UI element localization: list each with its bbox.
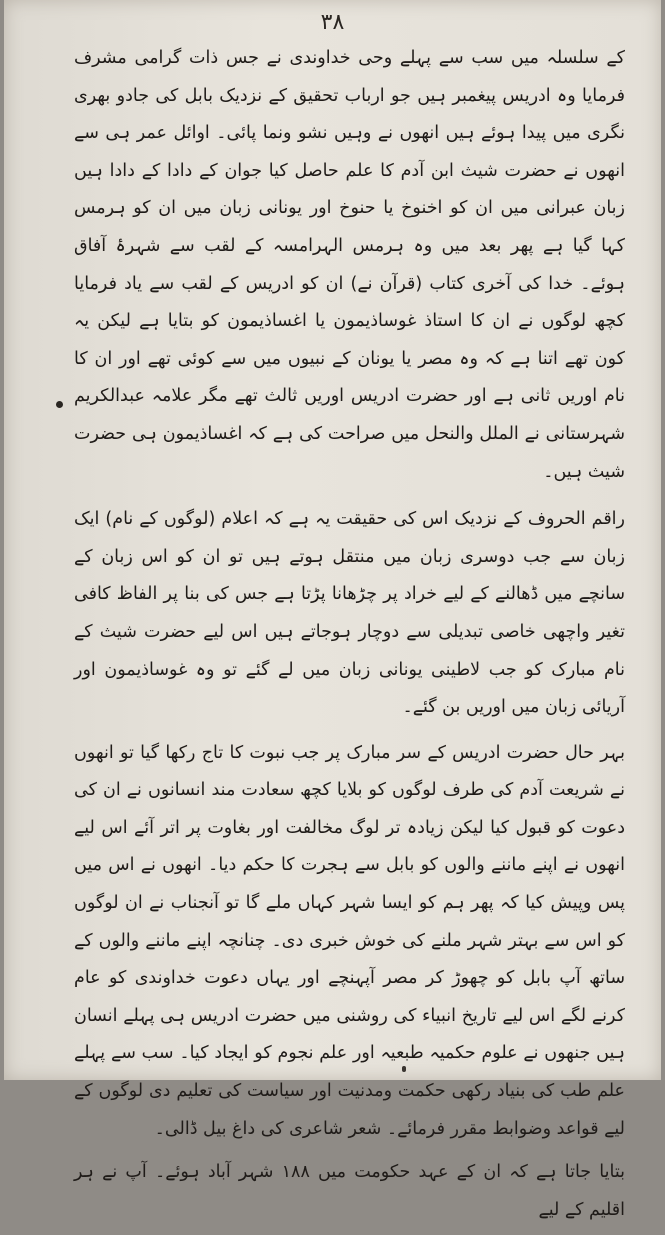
paragraph-4: بتایا جاتا ہے کہ ان کے عہد حکومت میں ۱۸۸ شہر آباد ہوئے۔ آپ نے ہر اقلیم کے لیے <box>74 1162 625 1220</box>
page-number: ۳۸ <box>320 10 345 35</box>
margin-bullet-mark <box>56 401 63 408</box>
book-page <box>4 0 661 1220</box>
page-body <box>74 40 625 1235</box>
bottom-ink-mark <box>402 1066 406 1072</box>
paragraph-3: بہر حال حضرت ادریس کے سر مبارک پر جب نبوت کا تاج رکھا گیا تو انھوں نے شریعت آدم کی طرف لوگوں کو بلایا کچھ سعادت مند انسانوں نے ان کی دعوت کو قبول کیا لیکن زیادہ تر لوگ مخالفت اور بغاوت پر اتر آئے اس لیے انھوں نے اپنے ماننے والوں کو بابل سے ہجرت کا حکم دیا۔ انھوں نے اس میں پس وپیش کیا کہ پھر ہم کو ایسا شہر کہاں ملے گا تو آنجناب نے ان لوگوں کو اس سے بہتر شہر ملنے کی خوش خبری دی۔ چنانچہ اپنے ماننے والوں کے ساتھ آپ بابل کو چھوڑ کر مصر آپہنچے اور یہاں دعوت خداوندی کو عام کرنے لگے اس لیے تاریخ انبیاء کی روشنی میں حضرت ادریس ہی پہلے انسان ہیں جنھوں نے علوم حکمیہ طبعیہ اور علم نجوم کو ایجاد کیا۔ سب سے پہلے علم طب کی بنیاد رکھی حکمت ومدنیت اور سیاست کی تعلیم دی لوگوں کے لیے قواعد وضوابط مقرر فرمائے۔ شعر شاعری کی داغ بیل ڈالی۔ <box>74 742 625 1139</box>
paragraph-2: راقم الحروف کے نزدیک اس کی حقیقت یہ ہے کہ اعلام (لوگوں کے نام) ایک زبان سے جب دوسری زبان میں منتقل ہوتے ہیں تو ان کو اس زبان کے سانچے میں ڈھالنے کے لیے خراد پر چڑھانا پڑتا ہے جس کی بنا پر الفاظ کافی تغیر واچھی خاصی تبدیلی سے دوچار ہوجاتے ہیں اس لیے حضرت شیث کے نام مبارک کو جب لاطینی یونانی زبان میں لے گئے تو وہ غوساذیمون اور آریائی زبان میں اوریں بن گئے۔ <box>74 509 625 718</box>
paragraph-1: کے سلسلہ میں سب سے پہلے وحی خداوندی نے جس ذات گرامی مشرف فرمایا وہ ادریس پیغمبر ہیں جو ارباب تحقیق کے نزدیک بابل کی جادو بھری نگری میں پیدا ہوئے ہیں انھوں نے وہیں نشو ونما پائی۔ اوائل عمر ہی سے انھوں نے حضرت شیث ابن آدم کا علم حاصل کیا جوان کے دادا کے دادا ہیں زبان عبرانی میں ان کو اخنوخ یا حنوخ اور یونانی زبان میں ان کو ہرمس کہا گیا ہے پھر بعد میں وہ ہرمس الہرامسہ کے لقب سے شہرۂ آفاق ہوئے۔ خدا کی آخری کتاب (قرآن نے) ان کو ادریس کے لقب سے یاد فرمایا کچھ لوگوں نے ان کا استاذ غوساذیمون یا اغساذیمون کو بتایا ہے لیکن یہ کون تھے اتنا ہے کہ وہ مصر یا یونان کے نبیوں میں سے کوئی تھے اور ان کا نام اوریں ثانی ہے اور حضرت ادریس اوریں ثالث تھے مگر علامہ عبدالکریم شہرستانی نے الملل والنحل میں صراحت کی ہے کہ اغساذیمون ہی حضرت شیث ہیں۔ <box>74 48 625 482</box>
